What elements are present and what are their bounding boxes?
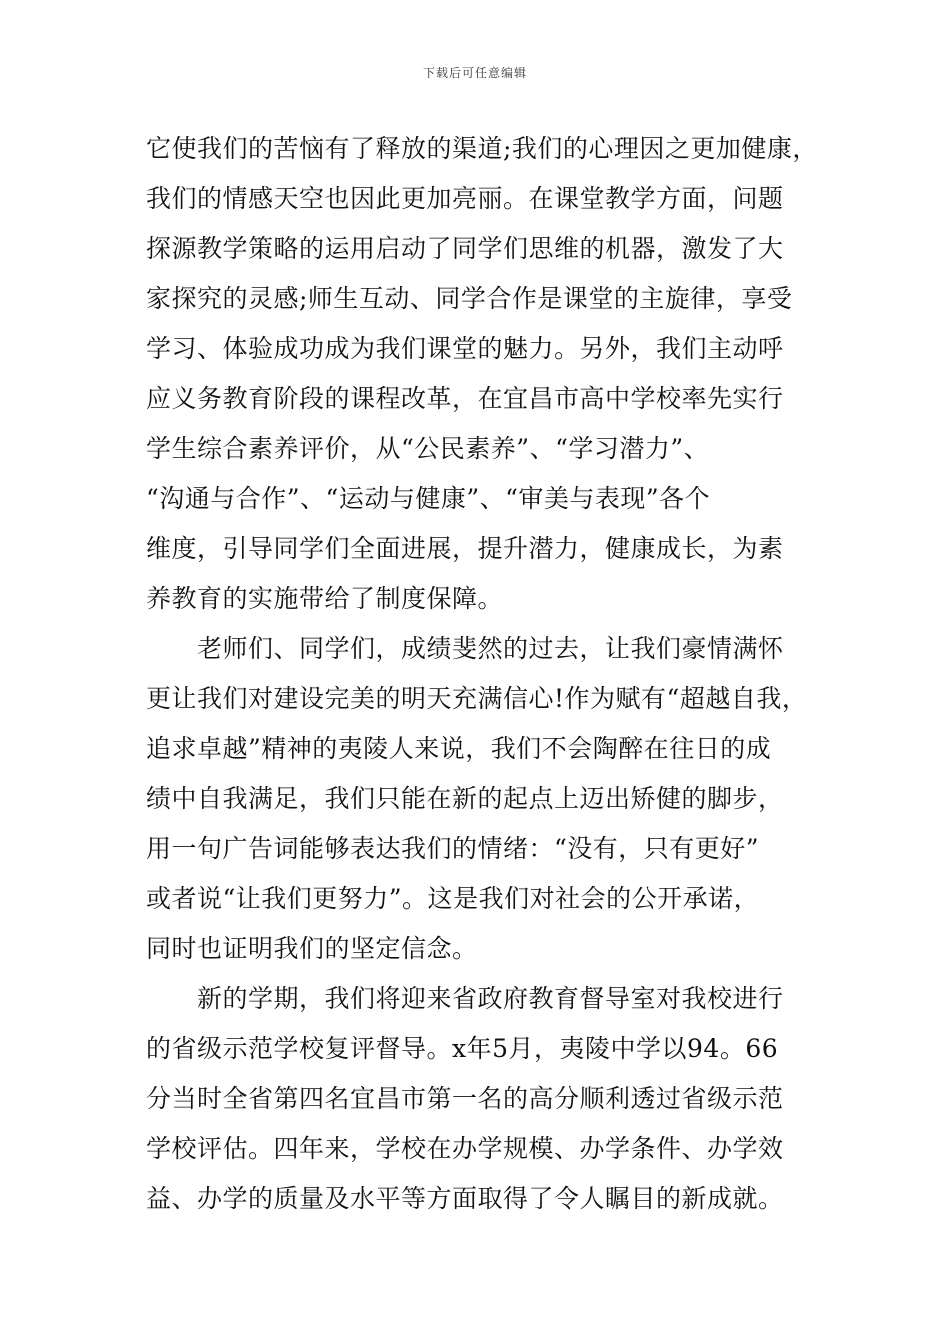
text-line: 新的学期，我们将迎来省政府教育督导室对我校进行 bbox=[146, 984, 784, 1013]
page-header: 下载后可任意编辑 bbox=[422, 66, 527, 80]
text-line: 探源教学策略的运用启动了同学们思维的机器，激发了大 bbox=[146, 234, 784, 263]
text-line: 的省级示范学校复评督导。x年5月，夷陵中学以94。66 bbox=[146, 1034, 779, 1063]
text-line: “沟通与合作”、“运动与健康”、“审美与表现”各个 bbox=[146, 484, 711, 513]
text-line: 绩中自我满足，我们只能在新的起点上迈出矫健的脚步， bbox=[146, 784, 784, 813]
text-line: 更让我们对建设完美的明天充满信心!作为赋有“超越自我， bbox=[146, 684, 808, 713]
text-line: 或者说“让我们更努力”。这是我们对社会的公开承诺， bbox=[146, 884, 760, 913]
text-line: 用一句广告词能够表达我们的情绪：“没有，只有更好” bbox=[146, 834, 760, 863]
text-line: 维度，引导同学们全面进展，提升潜力，健康成长，为素 bbox=[146, 534, 784, 563]
text-line: 学校评估。四年来，学校在办学规模、办学条件、办学效 bbox=[146, 1134, 784, 1163]
text-line: 学生综合素养评价，从“公民素养”、“学习潜力”、 bbox=[146, 434, 710, 463]
text-line: 益、办学的质量及水平等方面取得了令人瞩目的新成就。 bbox=[146, 1184, 784, 1213]
text-line: 家探究的灵感;师生互动、同学合作是课堂的主旋律，享受 bbox=[146, 284, 793, 313]
text-line: 我们的情感天空也因此更加亮丽。在课堂教学方面，问题 bbox=[146, 184, 784, 213]
text-line: 学习、体验成功成为我们课堂的魅力。另外，我们主动呼 bbox=[146, 334, 784, 363]
text-line: 它使我们的苦恼有了释放的渠道;我们的心理因之更加健康， bbox=[146, 134, 818, 163]
text-line: 追求卓越”精神的夷陵人来说，我们不会陶醉在往日的成 bbox=[146, 734, 772, 763]
text-line: 养教育的实施带给了制度保障。 bbox=[146, 584, 504, 613]
document-body bbox=[146, 124, 836, 1224]
text-line: 分当时全省第四名宜昌市第一名的高分顺利透过省级示范 bbox=[146, 1084, 784, 1113]
text-line: 应义务教育阶段的课程改革，在宜昌市高中学校率先实行 bbox=[146, 384, 784, 413]
text-line: 老师们、同学们，成绩斐然的过去，让我们豪情满怀 bbox=[146, 634, 784, 663]
text-line: 同时也证明我们的坚定信念。 bbox=[146, 934, 478, 963]
